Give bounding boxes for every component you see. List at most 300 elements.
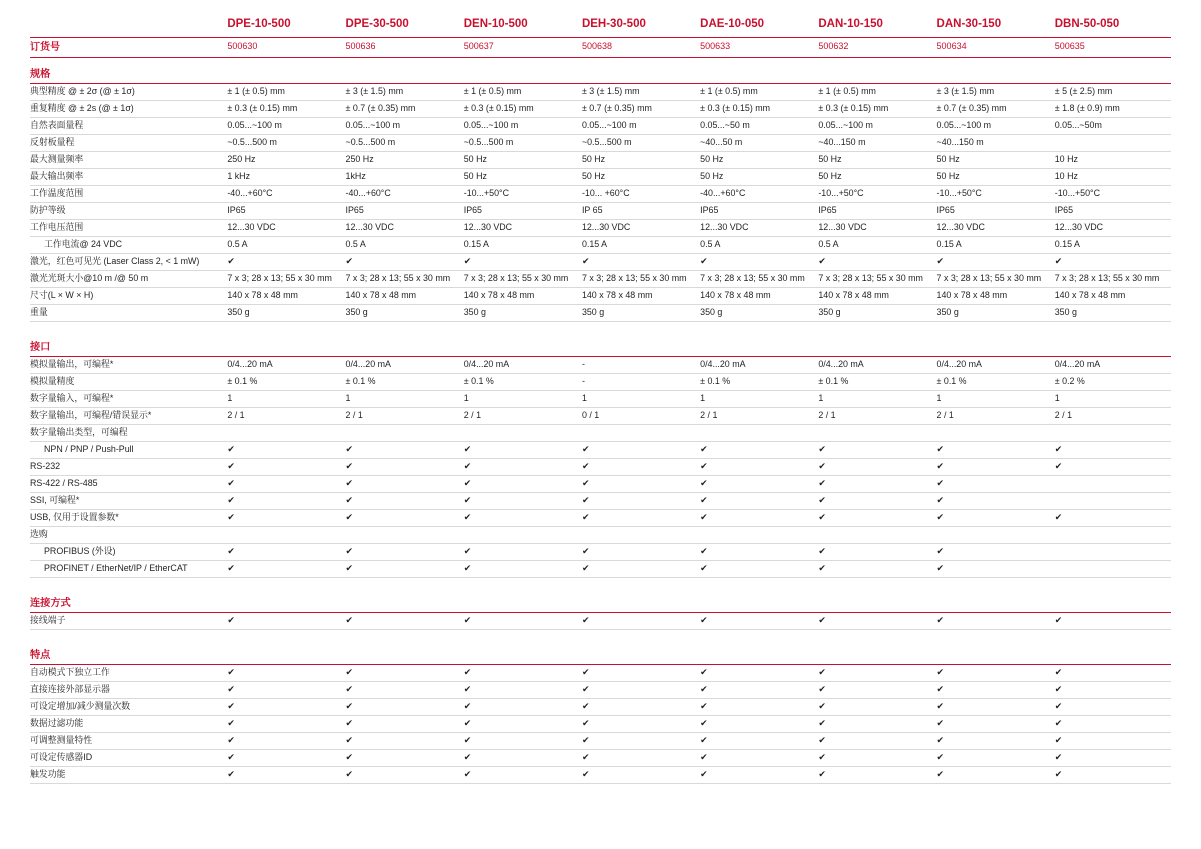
row-label: NPN / PNP / Push-Pull bbox=[30, 441, 225, 458]
row-value: ✔ bbox=[580, 560, 698, 577]
row-value: 350 g bbox=[1053, 304, 1171, 321]
order-number-7: 500635 bbox=[1053, 37, 1171, 57]
table-row bbox=[30, 134, 1171, 151]
row-value: ± 0.7 (± 0.35) mm bbox=[344, 100, 462, 117]
row-value: ✔ bbox=[344, 509, 462, 526]
row-value: ± 0.7 (± 0.35) mm bbox=[935, 100, 1053, 117]
row-value: 7 x 3; 28 x 13; 55 x 30 mm bbox=[580, 270, 698, 287]
row-value: 1 bbox=[344, 390, 462, 407]
row-value: ± 1 (± 0.5) mm bbox=[816, 83, 934, 100]
section-spacer-cell bbox=[30, 629, 1171, 639]
model-header-7: DBN-50-050 bbox=[1054, 18, 1120, 30]
header-label-blank bbox=[30, 18, 225, 37]
row-value: ± 1 (± 0.5) mm bbox=[462, 83, 580, 100]
row-label: 可设定增加/减少测量次数 bbox=[30, 699, 225, 716]
row-value: ✔ bbox=[344, 543, 462, 560]
row-value: ± 0.1 % bbox=[698, 373, 816, 390]
row-value: ✔ bbox=[698, 733, 816, 750]
row-label: 选购 bbox=[30, 526, 225, 543]
row-value: 2 / 1 bbox=[935, 407, 1053, 424]
order-number-5: 500632 bbox=[816, 37, 934, 57]
order-number-label: 订货号 bbox=[30, 37, 225, 57]
row-value: ± 0.1 % bbox=[344, 373, 462, 390]
row-value bbox=[698, 526, 816, 543]
row-value: ✔ bbox=[580, 665, 698, 682]
row-value: ✔ bbox=[935, 543, 1053, 560]
row-value: ✔ bbox=[698, 716, 816, 733]
row-value: ✔ bbox=[698, 543, 816, 560]
row-value: 350 g bbox=[816, 304, 934, 321]
row-label: 最大输出频率 bbox=[30, 168, 225, 185]
row-value: 7 x 3; 28 x 13; 55 x 30 mm bbox=[225, 270, 343, 287]
row-value: 140 x 78 x 48 mm bbox=[816, 287, 934, 304]
row-value: IP65 bbox=[344, 202, 462, 219]
row-value: 50 Hz bbox=[462, 168, 580, 185]
row-value: ✔ bbox=[816, 441, 934, 458]
row-value: 0.15 A bbox=[1053, 236, 1171, 253]
row-value: ✔ bbox=[462, 475, 580, 492]
row-value: 140 x 78 x 48 mm bbox=[462, 287, 580, 304]
section-heading-row bbox=[30, 331, 1171, 357]
row-label: 可调整测量特性 bbox=[30, 733, 225, 750]
row-value: 0/4...20 mA bbox=[816, 356, 934, 373]
row-value: ✔ bbox=[935, 253, 1053, 270]
row-value: ✔ bbox=[935, 716, 1053, 733]
row-value: -40...+60°C bbox=[344, 185, 462, 202]
row-value: ✔ bbox=[1053, 733, 1171, 750]
order-number-2: 500637 bbox=[462, 37, 580, 57]
row-value: 1 bbox=[935, 390, 1053, 407]
row-value: IP65 bbox=[1053, 202, 1171, 219]
row-value: 50 Hz bbox=[698, 168, 816, 185]
row-value bbox=[1053, 492, 1171, 509]
row-value: 0.15 A bbox=[935, 236, 1053, 253]
row-value: ± 0.3 (± 0.15) mm bbox=[462, 100, 580, 117]
table-row bbox=[30, 750, 1171, 767]
row-value: ✔ bbox=[1053, 458, 1171, 475]
row-value: ✔ bbox=[462, 441, 580, 458]
row-value: ✔ bbox=[344, 699, 462, 716]
table-row bbox=[30, 733, 1171, 750]
row-label: 重复精度 @ ± 2s (@ ± 1σ) bbox=[30, 100, 225, 117]
table-row bbox=[30, 492, 1171, 509]
row-value: 0.15 A bbox=[462, 236, 580, 253]
row-value: ✔ bbox=[816, 475, 934, 492]
row-label: 自然表面量程 bbox=[30, 117, 225, 134]
row-value: ✔ bbox=[225, 766, 343, 783]
row-value: ✔ bbox=[816, 253, 934, 270]
row-value: 1kHz bbox=[344, 168, 462, 185]
row-value: 10 Hz bbox=[1053, 151, 1171, 168]
row-value: 12...30 VDC bbox=[462, 219, 580, 236]
row-value: ✔ bbox=[1053, 682, 1171, 699]
row-value: 350 g bbox=[698, 304, 816, 321]
row-value: ✔ bbox=[462, 560, 580, 577]
table-row bbox=[30, 424, 1171, 441]
row-label: SSI, 可编程* bbox=[30, 492, 225, 509]
row-value bbox=[1053, 134, 1171, 151]
row-value: ✔ bbox=[344, 766, 462, 783]
row-value: ✔ bbox=[225, 441, 343, 458]
row-value bbox=[1053, 560, 1171, 577]
row-value: 350 g bbox=[935, 304, 1053, 321]
row-value: 1 bbox=[698, 390, 816, 407]
row-value: 140 x 78 x 48 mm bbox=[580, 287, 698, 304]
row-value: 7 x 3; 28 x 13; 55 x 30 mm bbox=[935, 270, 1053, 287]
row-value: ✔ bbox=[816, 492, 934, 509]
row-value: ✔ bbox=[816, 509, 934, 526]
table-row bbox=[30, 526, 1171, 543]
row-value: ✔ bbox=[462, 766, 580, 783]
table-row bbox=[30, 509, 1171, 526]
row-value bbox=[462, 526, 580, 543]
row-value: 12...30 VDC bbox=[580, 219, 698, 236]
row-value: ✔ bbox=[225, 612, 343, 629]
order-number-row bbox=[30, 37, 1171, 57]
row-value: ✔ bbox=[344, 458, 462, 475]
row-value: ± 3 (± 1.5) mm bbox=[344, 83, 462, 100]
row-value: 250 Hz bbox=[225, 151, 343, 168]
row-value: IP65 bbox=[225, 202, 343, 219]
section-spacer-cell bbox=[30, 321, 1171, 331]
row-value: ✔ bbox=[935, 612, 1053, 629]
row-value: 12...30 VDC bbox=[935, 219, 1053, 236]
row-label: 模拟量精度 bbox=[30, 373, 225, 390]
row-label: PROFIBUS (外设) bbox=[30, 543, 225, 560]
table-row bbox=[30, 682, 1171, 699]
table-row bbox=[30, 151, 1171, 168]
section-heading-row bbox=[30, 57, 1171, 83]
row-value: ✔ bbox=[698, 750, 816, 767]
row-value: 12...30 VDC bbox=[816, 219, 934, 236]
table-row bbox=[30, 100, 1171, 117]
row-value bbox=[344, 424, 462, 441]
row-label: PROFINET / EtherNet/IP / EtherCAT bbox=[30, 560, 225, 577]
row-value: ± 1 (± 0.5) mm bbox=[225, 83, 343, 100]
row-value: 1 bbox=[225, 390, 343, 407]
row-value bbox=[1053, 475, 1171, 492]
row-value: -10...+50°C bbox=[816, 185, 934, 202]
row-value: 350 g bbox=[580, 304, 698, 321]
row-value: 1 bbox=[1053, 390, 1171, 407]
row-value: ✔ bbox=[1053, 509, 1171, 526]
row-value: ✔ bbox=[580, 699, 698, 716]
row-value: 50 Hz bbox=[462, 151, 580, 168]
row-value: ✔ bbox=[698, 699, 816, 716]
table-row bbox=[30, 253, 1171, 270]
row-value: ± 0.1 % bbox=[935, 373, 1053, 390]
row-label: 激光光斑大小@10 m /@ 50 m bbox=[30, 270, 225, 287]
row-value: ✔ bbox=[816, 458, 934, 475]
row-value: ✔ bbox=[1053, 665, 1171, 682]
row-label: 接线端子 bbox=[30, 612, 225, 629]
row-value: ✔ bbox=[225, 475, 343, 492]
row-value: ± 0.1 % bbox=[462, 373, 580, 390]
row-value: ✔ bbox=[225, 458, 343, 475]
table-row bbox=[30, 168, 1171, 185]
row-value: 350 g bbox=[225, 304, 343, 321]
row-value: ✔ bbox=[1053, 612, 1171, 629]
row-value bbox=[580, 526, 698, 543]
row-value: ✔ bbox=[225, 492, 343, 509]
row-value: 140 x 78 x 48 mm bbox=[225, 287, 343, 304]
specification-table bbox=[30, 18, 1171, 784]
row-value: 0/4...20 mA bbox=[935, 356, 1053, 373]
row-value: ✔ bbox=[225, 560, 343, 577]
section-heading: 特点 bbox=[30, 639, 1171, 665]
row-value: ~40...150 m bbox=[816, 134, 934, 151]
section-spacer bbox=[30, 629, 1171, 639]
row-value: - bbox=[580, 356, 698, 373]
section-heading: 接口 bbox=[30, 331, 1171, 357]
row-value: 50 Hz bbox=[816, 151, 934, 168]
row-value: ± 0.2 % bbox=[1053, 373, 1171, 390]
row-value: 0.5 A bbox=[225, 236, 343, 253]
section-heading-row bbox=[30, 639, 1171, 665]
table-row bbox=[30, 441, 1171, 458]
row-value: -10...+50°C bbox=[462, 185, 580, 202]
row-value: 7 x 3; 28 x 13; 55 x 30 mm bbox=[698, 270, 816, 287]
row-value: 140 x 78 x 48 mm bbox=[698, 287, 816, 304]
row-value: ✔ bbox=[344, 253, 462, 270]
row-value: 7 x 3; 28 x 13; 55 x 30 mm bbox=[1053, 270, 1171, 287]
row-value: 12...30 VDC bbox=[1053, 219, 1171, 236]
row-value: ✔ bbox=[816, 682, 934, 699]
table-row bbox=[30, 716, 1171, 733]
row-value: ✔ bbox=[344, 441, 462, 458]
table-row bbox=[30, 612, 1171, 629]
row-value: ✔ bbox=[580, 492, 698, 509]
row-value: ✔ bbox=[344, 475, 462, 492]
row-value: 7 x 3; 28 x 13; 55 x 30 mm bbox=[462, 270, 580, 287]
row-value: 0.05...~100 m bbox=[580, 117, 698, 134]
table-row bbox=[30, 543, 1171, 560]
row-value: ✔ bbox=[462, 612, 580, 629]
section-heading: 规格 bbox=[30, 57, 1171, 83]
row-value: ✔ bbox=[580, 475, 698, 492]
row-value: ✔ bbox=[462, 733, 580, 750]
order-number-4: 500633 bbox=[698, 37, 816, 57]
row-value: ± 0.3 (± 0.15) mm bbox=[698, 100, 816, 117]
row-value: 1 bbox=[816, 390, 934, 407]
row-value: ✔ bbox=[816, 766, 934, 783]
row-label: 工作温度范围 bbox=[30, 185, 225, 202]
row-value: ✔ bbox=[580, 253, 698, 270]
row-value: ✔ bbox=[816, 733, 934, 750]
row-value: ✔ bbox=[935, 699, 1053, 716]
row-value: ✔ bbox=[580, 766, 698, 783]
row-label: RS-232 bbox=[30, 458, 225, 475]
table-row bbox=[30, 458, 1171, 475]
row-value: IP 65 bbox=[580, 202, 698, 219]
row-value: 12...30 VDC bbox=[698, 219, 816, 236]
row-value: ✔ bbox=[225, 253, 343, 270]
row-value: ✔ bbox=[462, 492, 580, 509]
row-value bbox=[225, 424, 343, 441]
row-value: ± 0.7 (± 0.35) mm bbox=[580, 100, 698, 117]
row-value: 7 x 3; 28 x 13; 55 x 30 mm bbox=[344, 270, 462, 287]
table-row bbox=[30, 766, 1171, 783]
row-value: 12...30 VDC bbox=[344, 219, 462, 236]
model-header-2: DEN-10-500 bbox=[463, 18, 528, 30]
row-label: 模拟量输出，可编程* bbox=[30, 356, 225, 373]
row-value bbox=[1053, 526, 1171, 543]
row-value: -10... +60°C bbox=[580, 185, 698, 202]
table-row bbox=[30, 117, 1171, 134]
row-value: ✔ bbox=[935, 509, 1053, 526]
row-value: ✔ bbox=[698, 766, 816, 783]
row-value: - bbox=[580, 373, 698, 390]
row-value bbox=[816, 526, 934, 543]
row-value: 0.05...~50m bbox=[1053, 117, 1171, 134]
row-value: 0/4...20 mA bbox=[225, 356, 343, 373]
row-value: 2 / 1 bbox=[344, 407, 462, 424]
row-value: ✔ bbox=[1053, 716, 1171, 733]
row-value: ✔ bbox=[462, 509, 580, 526]
row-value: ✔ bbox=[462, 750, 580, 767]
table-row bbox=[30, 560, 1171, 577]
row-value: ✔ bbox=[935, 492, 1053, 509]
table-row bbox=[30, 236, 1171, 253]
model-header-1: DPE-30-500 bbox=[345, 18, 409, 30]
row-value: ✔ bbox=[580, 682, 698, 699]
model-header-5: DAN-10-150 bbox=[818, 18, 883, 30]
row-value: ✔ bbox=[344, 682, 462, 699]
row-value: 0 / 1 bbox=[580, 407, 698, 424]
row-value: ✔ bbox=[225, 716, 343, 733]
row-value: ✔ bbox=[816, 699, 934, 716]
row-value bbox=[816, 424, 934, 441]
table-row bbox=[30, 287, 1171, 304]
row-value: 140 x 78 x 48 mm bbox=[1053, 287, 1171, 304]
row-value: 50 Hz bbox=[698, 151, 816, 168]
row-value: 0.05...~100 m bbox=[816, 117, 934, 134]
row-value: 2 / 1 bbox=[816, 407, 934, 424]
table-row bbox=[30, 475, 1171, 492]
row-value: ✔ bbox=[580, 750, 698, 767]
row-value: 0/4...20 mA bbox=[344, 356, 462, 373]
row-value: 50 Hz bbox=[935, 151, 1053, 168]
row-value: ✔ bbox=[698, 612, 816, 629]
row-value: ✔ bbox=[935, 682, 1053, 699]
row-value: ✔ bbox=[344, 612, 462, 629]
row-label: 工作电流@ 24 VDC bbox=[30, 236, 225, 253]
row-value: ✔ bbox=[344, 716, 462, 733]
row-label: 触发功能 bbox=[30, 766, 225, 783]
table-row bbox=[30, 699, 1171, 716]
row-value: IP65 bbox=[935, 202, 1053, 219]
row-value: ✔ bbox=[935, 458, 1053, 475]
row-value: 0.5 A bbox=[344, 236, 462, 253]
row-value: ✔ bbox=[225, 750, 343, 767]
row-value: ✔ bbox=[580, 543, 698, 560]
row-value: IP65 bbox=[816, 202, 934, 219]
table-row bbox=[30, 270, 1171, 287]
row-value: 0/4...20 mA bbox=[1053, 356, 1171, 373]
row-value: 0.05...~50 m bbox=[698, 117, 816, 134]
row-label: 反射板量程 bbox=[30, 134, 225, 151]
row-value: ✔ bbox=[935, 750, 1053, 767]
row-label: 数字量输出，可编程/错误显示* bbox=[30, 407, 225, 424]
row-value: 1 bbox=[580, 390, 698, 407]
row-value: ✔ bbox=[698, 682, 816, 699]
row-value: 50 Hz bbox=[935, 168, 1053, 185]
section-spacer-cell bbox=[30, 577, 1171, 587]
row-value: ± 1.8 (± 0.9) mm bbox=[1053, 100, 1171, 117]
row-label: 重量 bbox=[30, 304, 225, 321]
row-value bbox=[580, 424, 698, 441]
model-header-row bbox=[30, 18, 1171, 37]
row-label: 工作电压范围 bbox=[30, 219, 225, 236]
row-value: 140 x 78 x 48 mm bbox=[935, 287, 1053, 304]
row-value: ± 0.1 % bbox=[225, 373, 343, 390]
row-label: USB, 仅用于设置参数* bbox=[30, 509, 225, 526]
row-value: ✔ bbox=[816, 665, 934, 682]
row-value: ✔ bbox=[816, 560, 934, 577]
row-value: 0/4...20 mA bbox=[698, 356, 816, 373]
row-value: IP65 bbox=[698, 202, 816, 219]
model-header-6: DAN-30-150 bbox=[936, 18, 1002, 30]
row-value: ✔ bbox=[462, 699, 580, 716]
table-row bbox=[30, 407, 1171, 424]
row-value: 0/4...20 mA bbox=[462, 356, 580, 373]
row-value: ✔ bbox=[344, 750, 462, 767]
row-value: ✔ bbox=[344, 665, 462, 682]
row-value: ✔ bbox=[225, 699, 343, 716]
row-value bbox=[935, 526, 1053, 543]
row-value: 2 / 1 bbox=[698, 407, 816, 424]
row-value: ✔ bbox=[462, 665, 580, 682]
row-label: 数字量输出类型，可编程 bbox=[30, 424, 225, 441]
row-value: -40...+60°C bbox=[698, 185, 816, 202]
row-value: ✔ bbox=[816, 750, 934, 767]
row-value: ✔ bbox=[344, 492, 462, 509]
row-value: ~0.5...500 m bbox=[344, 134, 462, 151]
row-label: 自动模式下独立工作 bbox=[30, 665, 225, 682]
row-value: ~40...50 m bbox=[698, 134, 816, 151]
row-value: ✔ bbox=[1053, 441, 1171, 458]
row-value: ✔ bbox=[698, 509, 816, 526]
row-value: ✔ bbox=[935, 665, 1053, 682]
row-value: ✔ bbox=[344, 560, 462, 577]
row-label: 最大测量频率 bbox=[30, 151, 225, 168]
row-value: ✔ bbox=[935, 766, 1053, 783]
row-label: 激光，红色可见光 (Laser Class 2, < 1 mW) bbox=[30, 253, 225, 270]
table-row bbox=[30, 202, 1171, 219]
row-value: ✔ bbox=[462, 682, 580, 699]
row-value: 2 / 1 bbox=[225, 407, 343, 424]
row-value: ✔ bbox=[580, 441, 698, 458]
row-value: ✔ bbox=[580, 716, 698, 733]
table-row bbox=[30, 185, 1171, 202]
row-value: ✔ bbox=[1053, 699, 1171, 716]
row-value: ✔ bbox=[1053, 253, 1171, 270]
row-value: ✔ bbox=[344, 733, 462, 750]
row-label: RS-422 / RS-485 bbox=[30, 475, 225, 492]
row-value: 12...30 VDC bbox=[225, 219, 343, 236]
row-value: -10...+50°C bbox=[1053, 185, 1171, 202]
order-number-6: 500634 bbox=[935, 37, 1053, 57]
row-value: ~40...150 m bbox=[935, 134, 1053, 151]
row-value bbox=[1053, 543, 1171, 560]
row-label: 数据过滤功能 bbox=[30, 716, 225, 733]
row-label: 防护等级 bbox=[30, 202, 225, 219]
row-value: 2 / 1 bbox=[1053, 407, 1171, 424]
row-value: 50 Hz bbox=[580, 151, 698, 168]
row-value: ✔ bbox=[698, 253, 816, 270]
row-value: 1 bbox=[462, 390, 580, 407]
row-label: 数字量输入，可编程* bbox=[30, 390, 225, 407]
